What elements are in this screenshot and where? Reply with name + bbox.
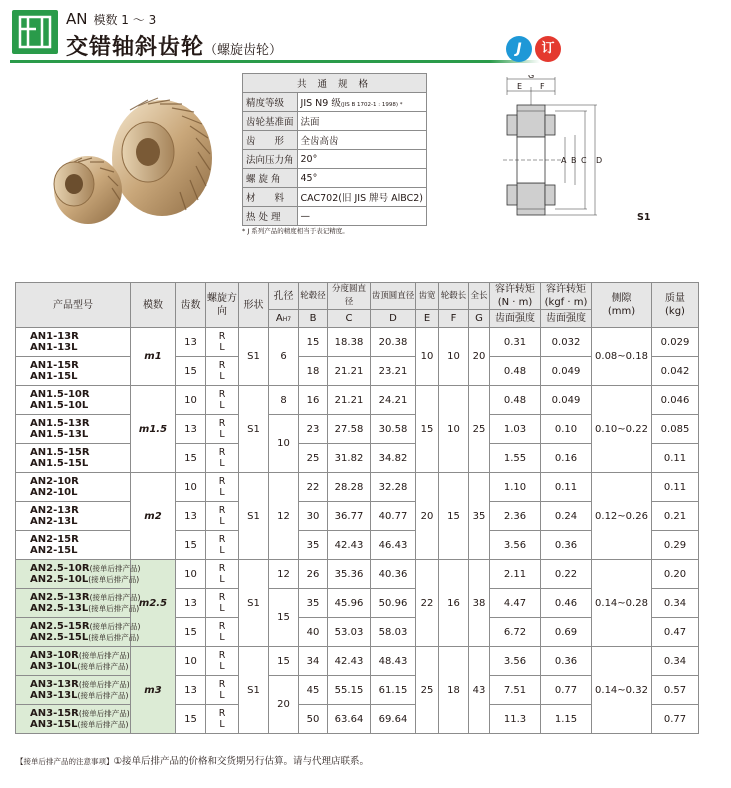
total-cell: 20 (469, 328, 490, 386)
col-teeth: 齿数 (176, 283, 206, 328)
torque-kgf-cell: 0.46 (541, 589, 592, 618)
direction-cell: R L (206, 357, 239, 386)
col-total: 全长 (469, 283, 490, 310)
outer-cell: 46.43 (371, 531, 416, 560)
pitch-cell: 28.28 (328, 473, 371, 502)
teeth-cell: 10 (176, 473, 206, 502)
pitch-cell: 55.15 (328, 676, 371, 705)
part-number: AN1-13R AN1-13L (16, 328, 131, 357)
pitch-cell: 63.64 (328, 705, 371, 734)
mass-cell: 0.046 (652, 386, 699, 415)
bore-cell: 8 (269, 386, 299, 415)
total-cell: 38 (469, 560, 490, 647)
outer-cell: 61.15 (371, 676, 416, 705)
col-pitch-sub: C (328, 310, 371, 328)
bore-cell: 15 (269, 589, 299, 647)
direction-cell: R L (206, 560, 239, 589)
part-number: AN2-10R AN2-10L (16, 473, 131, 502)
col-hublen-sub: F (439, 310, 469, 328)
mass-cell: 0.34 (652, 589, 699, 618)
shape-cell: S1 (239, 647, 269, 734)
hub-cell: 25 (299, 444, 328, 473)
drawing-shape-label: S1 (637, 212, 651, 223)
module-cell: m2 (131, 473, 176, 560)
torque-n-cell: 4.47 (490, 589, 541, 618)
dimension-drawing (495, 75, 625, 225)
hub-cell: 23 (299, 415, 328, 444)
shape-cell: S1 (239, 386, 269, 473)
pitch-cell: 42.43 (328, 531, 371, 560)
footer-note (16, 753, 369, 767)
mass-cell: 0.085 (652, 415, 699, 444)
backlash-cell: 0.14~0.32 (592, 647, 652, 734)
table-row (16, 328, 699, 357)
torque-n-cell: 3.56 (490, 647, 541, 676)
torque-n-cell: 1.03 (490, 415, 541, 444)
teeth-cell: 13 (176, 415, 206, 444)
outer-cell: 23.21 (371, 357, 416, 386)
module-cell: m1 (131, 328, 176, 386)
torque-n-cell: 0.48 (490, 386, 541, 415)
hublen-cell: 10 (439, 386, 469, 473)
col-backlash: 侧隙 (mm) (592, 283, 652, 328)
col-torque-kgf: 容许转矩 (kgf · m) (541, 283, 592, 310)
torque-kgf-cell: 0.16 (541, 444, 592, 473)
col-hublen: 轮毂长 (439, 283, 469, 310)
part-number: AN1.5-10R AN1.5-10L (16, 386, 131, 415)
series-logo-icon (12, 10, 58, 54)
col-face-sub: E (416, 310, 439, 328)
col-hub: 轮毂径 (299, 283, 328, 310)
order-badge: 订 (535, 36, 561, 62)
part-number: AN3-13R(接单后排产品) AN3-13L(接单后排产品) (16, 676, 131, 705)
module-cell: m3 (131, 647, 176, 734)
torque-n-cell: 2.11 (490, 560, 541, 589)
outer-cell: 30.58 (371, 415, 416, 444)
direction-cell: R L (206, 415, 239, 444)
spec-note: * J 系列产品的精度相当于表记精度。 (242, 227, 349, 235)
dim-label-f: F (540, 82, 545, 91)
header-divider (10, 60, 490, 63)
torque-n-cell: 11.3 (490, 705, 541, 734)
dim-label-g: G (528, 75, 535, 80)
mass-cell: 0.11 (652, 473, 699, 502)
teeth-cell: 13 (176, 328, 206, 357)
table-row (16, 386, 699, 415)
hub-cell: 22 (299, 473, 328, 502)
hub-cell: 15 (299, 328, 328, 357)
hub-cell: 35 (299, 589, 328, 618)
hub-cell: 40 (299, 618, 328, 647)
pitch-cell: 21.21 (328, 357, 371, 386)
spec-row: 齿轮基准面 法面 (243, 112, 427, 131)
outer-cell: 69.64 (371, 705, 416, 734)
footer-text: ①接单后排产品的价格和交货期另行估算。请与代理店联系。 (113, 756, 370, 767)
outer-cell: 48.43 (371, 647, 416, 676)
torque-kgf-cell: 0.11 (541, 473, 592, 502)
col-face: 齿宽 (416, 283, 439, 310)
col-outer: 齿顶圆直径 (371, 283, 416, 310)
part-number: AN1.5-13R AN1.5-13L (16, 415, 131, 444)
mass-cell: 0.029 (652, 328, 699, 357)
module-range: 模数 1 ～ 3 (93, 13, 157, 27)
teeth-cell: 15 (176, 531, 206, 560)
direction-cell: R L (206, 444, 239, 473)
bore-cell: 12 (269, 473, 299, 560)
mass-cell: 0.21 (652, 502, 699, 531)
part-number: AN2-15R AN2-15L (16, 531, 131, 560)
torque-kgf-cell: 0.24 (541, 502, 592, 531)
footer-tag: 【接单后排产品的注意事项】 (16, 757, 114, 766)
teeth-cell: 15 (176, 705, 206, 734)
table-row (16, 647, 699, 676)
hublen-cell: 16 (439, 560, 469, 647)
module-cell: m2.5 (131, 560, 176, 647)
torque-kgf-cell: 0.36 (541, 531, 592, 560)
teeth-cell: 13 (176, 502, 206, 531)
direction-cell: R L (206, 473, 239, 502)
bore-cell: 10 (269, 415, 299, 473)
hub-cell: 50 (299, 705, 328, 734)
spec-row: 材 料 CAC702(旧 JIS 牌号 AlBC2) (243, 188, 427, 207)
torque-kgf-cell: 0.36 (541, 647, 592, 676)
outer-cell: 20.38 (371, 328, 416, 357)
mass-cell: 0.47 (652, 618, 699, 647)
torque-kgf-cell: 0.049 (541, 357, 592, 386)
teeth-cell: 10 (176, 647, 206, 676)
col-hub-sub: B (299, 310, 328, 328)
direction-cell: R L (206, 531, 239, 560)
spec-row: 热 处 理 — (243, 207, 427, 226)
dim-label-e: E (517, 82, 523, 91)
total-cell: 35 (469, 473, 490, 560)
pitch-cell: 42.43 (328, 647, 371, 676)
torque-kgf-cell: 0.22 (541, 560, 592, 589)
direction-cell: R L (206, 386, 239, 415)
torque-n-cell: 2.36 (490, 502, 541, 531)
col-mass: 质量 (kg) (652, 283, 699, 328)
torque-n-cell: 3.56 (490, 531, 541, 560)
col-module: 模数 (131, 283, 176, 328)
col-total-sub: G (469, 310, 490, 328)
face-cell: 25 (416, 647, 439, 734)
hub-cell: 34 (299, 647, 328, 676)
hub-cell: 26 (299, 560, 328, 589)
col-torque-n: 容许转矩 (N · m) (490, 283, 541, 310)
outer-cell: 58.03 (371, 618, 416, 647)
direction-cell: R L (206, 589, 239, 618)
direction-cell: R L (206, 647, 239, 676)
col-direction: 螺旋方向 (206, 283, 239, 328)
backlash-cell: 0.08~0.18 (592, 328, 652, 386)
bore-cell: 15 (269, 647, 299, 676)
torque-n-cell: 1.55 (490, 444, 541, 473)
hublen-cell: 18 (439, 647, 469, 734)
part-number: AN2.5-10R(接单后排产品) AN2.5-10L(接单后排产品) (16, 560, 131, 589)
shape-cell: S1 (239, 328, 269, 386)
bore-cell: 6 (269, 328, 299, 386)
hub-cell: 35 (299, 531, 328, 560)
torque-kgf-cell: 1.15 (541, 705, 592, 734)
pitch-cell: 45.96 (328, 589, 371, 618)
teeth-cell: 15 (176, 444, 206, 473)
part-number: AN2.5-15R(接单后排产品) AN2.5-15L(接单后排产品) (16, 618, 131, 647)
teeth-cell: 13 (176, 589, 206, 618)
col-shape: 形状 (239, 283, 269, 328)
col-outer-sub: D (371, 310, 416, 328)
page-subtitle: （螺旋齿轮） (204, 43, 283, 58)
torque-kgf-cell: 0.032 (541, 328, 592, 357)
dim-label-b: B (571, 156, 577, 165)
part-number: AN1.5-15R AN1.5-15L (16, 444, 131, 473)
outer-cell: 32.28 (371, 473, 416, 502)
col-torque-kgf-sub: 齿面强度 (541, 310, 592, 328)
pitch-cell: 36.77 (328, 502, 371, 531)
table-row (16, 560, 699, 589)
spec-heading: 共 通 规 格 (243, 74, 427, 93)
direction-cell: R L (206, 502, 239, 531)
bore-cell: 20 (269, 676, 299, 734)
part-number: AN2-13R AN2-13L (16, 502, 131, 531)
part-number: AN1-15R AN1-15L (16, 357, 131, 386)
outer-cell: 34.82 (371, 444, 416, 473)
pitch-cell: 31.82 (328, 444, 371, 473)
torque-n-cell: 1.10 (490, 473, 541, 502)
common-spec-table (242, 73, 427, 226)
pitch-cell: 53.03 (328, 618, 371, 647)
teeth-cell: 15 (176, 357, 206, 386)
torque-kgf-cell: 0.77 (541, 676, 592, 705)
teeth-cell: 10 (176, 560, 206, 589)
mass-cell: 0.042 (652, 357, 699, 386)
outer-cell: 40.77 (371, 502, 416, 531)
part-number: AN3-15R(接单后排产品) AN3-15L(接单后排产品) (16, 705, 131, 734)
torque-n-cell: 0.31 (490, 328, 541, 357)
face-cell: 22 (416, 560, 439, 647)
torque-n-cell: 7.51 (490, 676, 541, 705)
dim-label-a: A (561, 156, 567, 165)
direction-cell: R L (206, 676, 239, 705)
pitch-cell: 18.38 (328, 328, 371, 357)
face-cell: 15 (416, 386, 439, 473)
dim-label-c: C (581, 156, 587, 165)
hub-cell: 16 (299, 386, 328, 415)
spec-row: 法向压力角 20° (243, 150, 427, 169)
pitch-cell: 27.58 (328, 415, 371, 444)
hub-cell: 45 (299, 676, 328, 705)
spec-row: 精度等级 JIS N9 级(JIS B 1702-1 : 1998) * (243, 93, 427, 112)
col-bore-sub: AH7 (269, 310, 299, 328)
part-number: AN3-10R(接单后排产品) AN3-10L(接单后排产品) (16, 647, 131, 676)
spec-row: 齿 形 全齿高齿 (243, 131, 427, 150)
spec-row: 螺 旋 角 45° (243, 169, 427, 188)
bore-cell: 12 (269, 560, 299, 589)
mass-cell: 0.34 (652, 647, 699, 676)
torque-kgf-cell: 0.049 (541, 386, 592, 415)
direction-cell: R L (206, 328, 239, 357)
col-torque-n-sub: 齿面强度 (490, 310, 541, 328)
product-table (15, 282, 699, 734)
total-cell: 25 (469, 386, 490, 473)
mass-cell: 0.29 (652, 531, 699, 560)
shape-cell: S1 (239, 560, 269, 647)
backlash-cell: 0.14~0.28 (592, 560, 652, 647)
mass-cell: 0.77 (652, 705, 699, 734)
torque-kgf-cell: 0.69 (541, 618, 592, 647)
backlash-cell: 0.10~0.22 (592, 386, 652, 473)
shape-cell: S1 (239, 473, 269, 560)
module-cell: m1.5 (131, 386, 176, 473)
total-cell: 43 (469, 647, 490, 734)
face-cell: 10 (416, 328, 439, 386)
j-series-badge: J (506, 36, 532, 62)
teeth-cell: 10 (176, 386, 206, 415)
hub-cell: 18 (299, 357, 328, 386)
torque-n-cell: 0.48 (490, 357, 541, 386)
backlash-cell: 0.12~0.26 (592, 473, 652, 560)
direction-cell: R L (206, 705, 239, 734)
mass-cell: 0.11 (652, 444, 699, 473)
outer-cell: 50.96 (371, 589, 416, 618)
direction-cell: R L (206, 618, 239, 647)
outer-cell: 24.21 (371, 386, 416, 415)
face-cell: 20 (416, 473, 439, 560)
gear-photo (30, 80, 230, 230)
mass-cell: 0.20 (652, 560, 699, 589)
hublen-cell: 10 (439, 328, 469, 386)
dim-label-d: D (596, 156, 603, 165)
col-bore: 孔径 (269, 283, 299, 310)
teeth-cell: 13 (176, 676, 206, 705)
outer-cell: 40.36 (371, 560, 416, 589)
col-pitch: 分度圆直径 (328, 283, 371, 310)
pitch-cell: 21.21 (328, 386, 371, 415)
torque-kgf-cell: 0.10 (541, 415, 592, 444)
part-number: AN2.5-13R(接单后排产品) AN2.5-13L(接单后排产品) (16, 589, 131, 618)
col-part: 产品型号 (16, 283, 131, 328)
page-title: 交错轴斜齿轮（螺旋齿轮） (66, 35, 283, 60)
torque-n-cell: 6.72 (490, 618, 541, 647)
mass-cell: 0.57 (652, 676, 699, 705)
series-code: AN 模数 1 ～ 3 (66, 10, 157, 28)
hublen-cell: 15 (439, 473, 469, 560)
table-row (16, 473, 699, 502)
teeth-cell: 15 (176, 618, 206, 647)
pitch-cell: 35.36 (328, 560, 371, 589)
hub-cell: 30 (299, 502, 328, 531)
